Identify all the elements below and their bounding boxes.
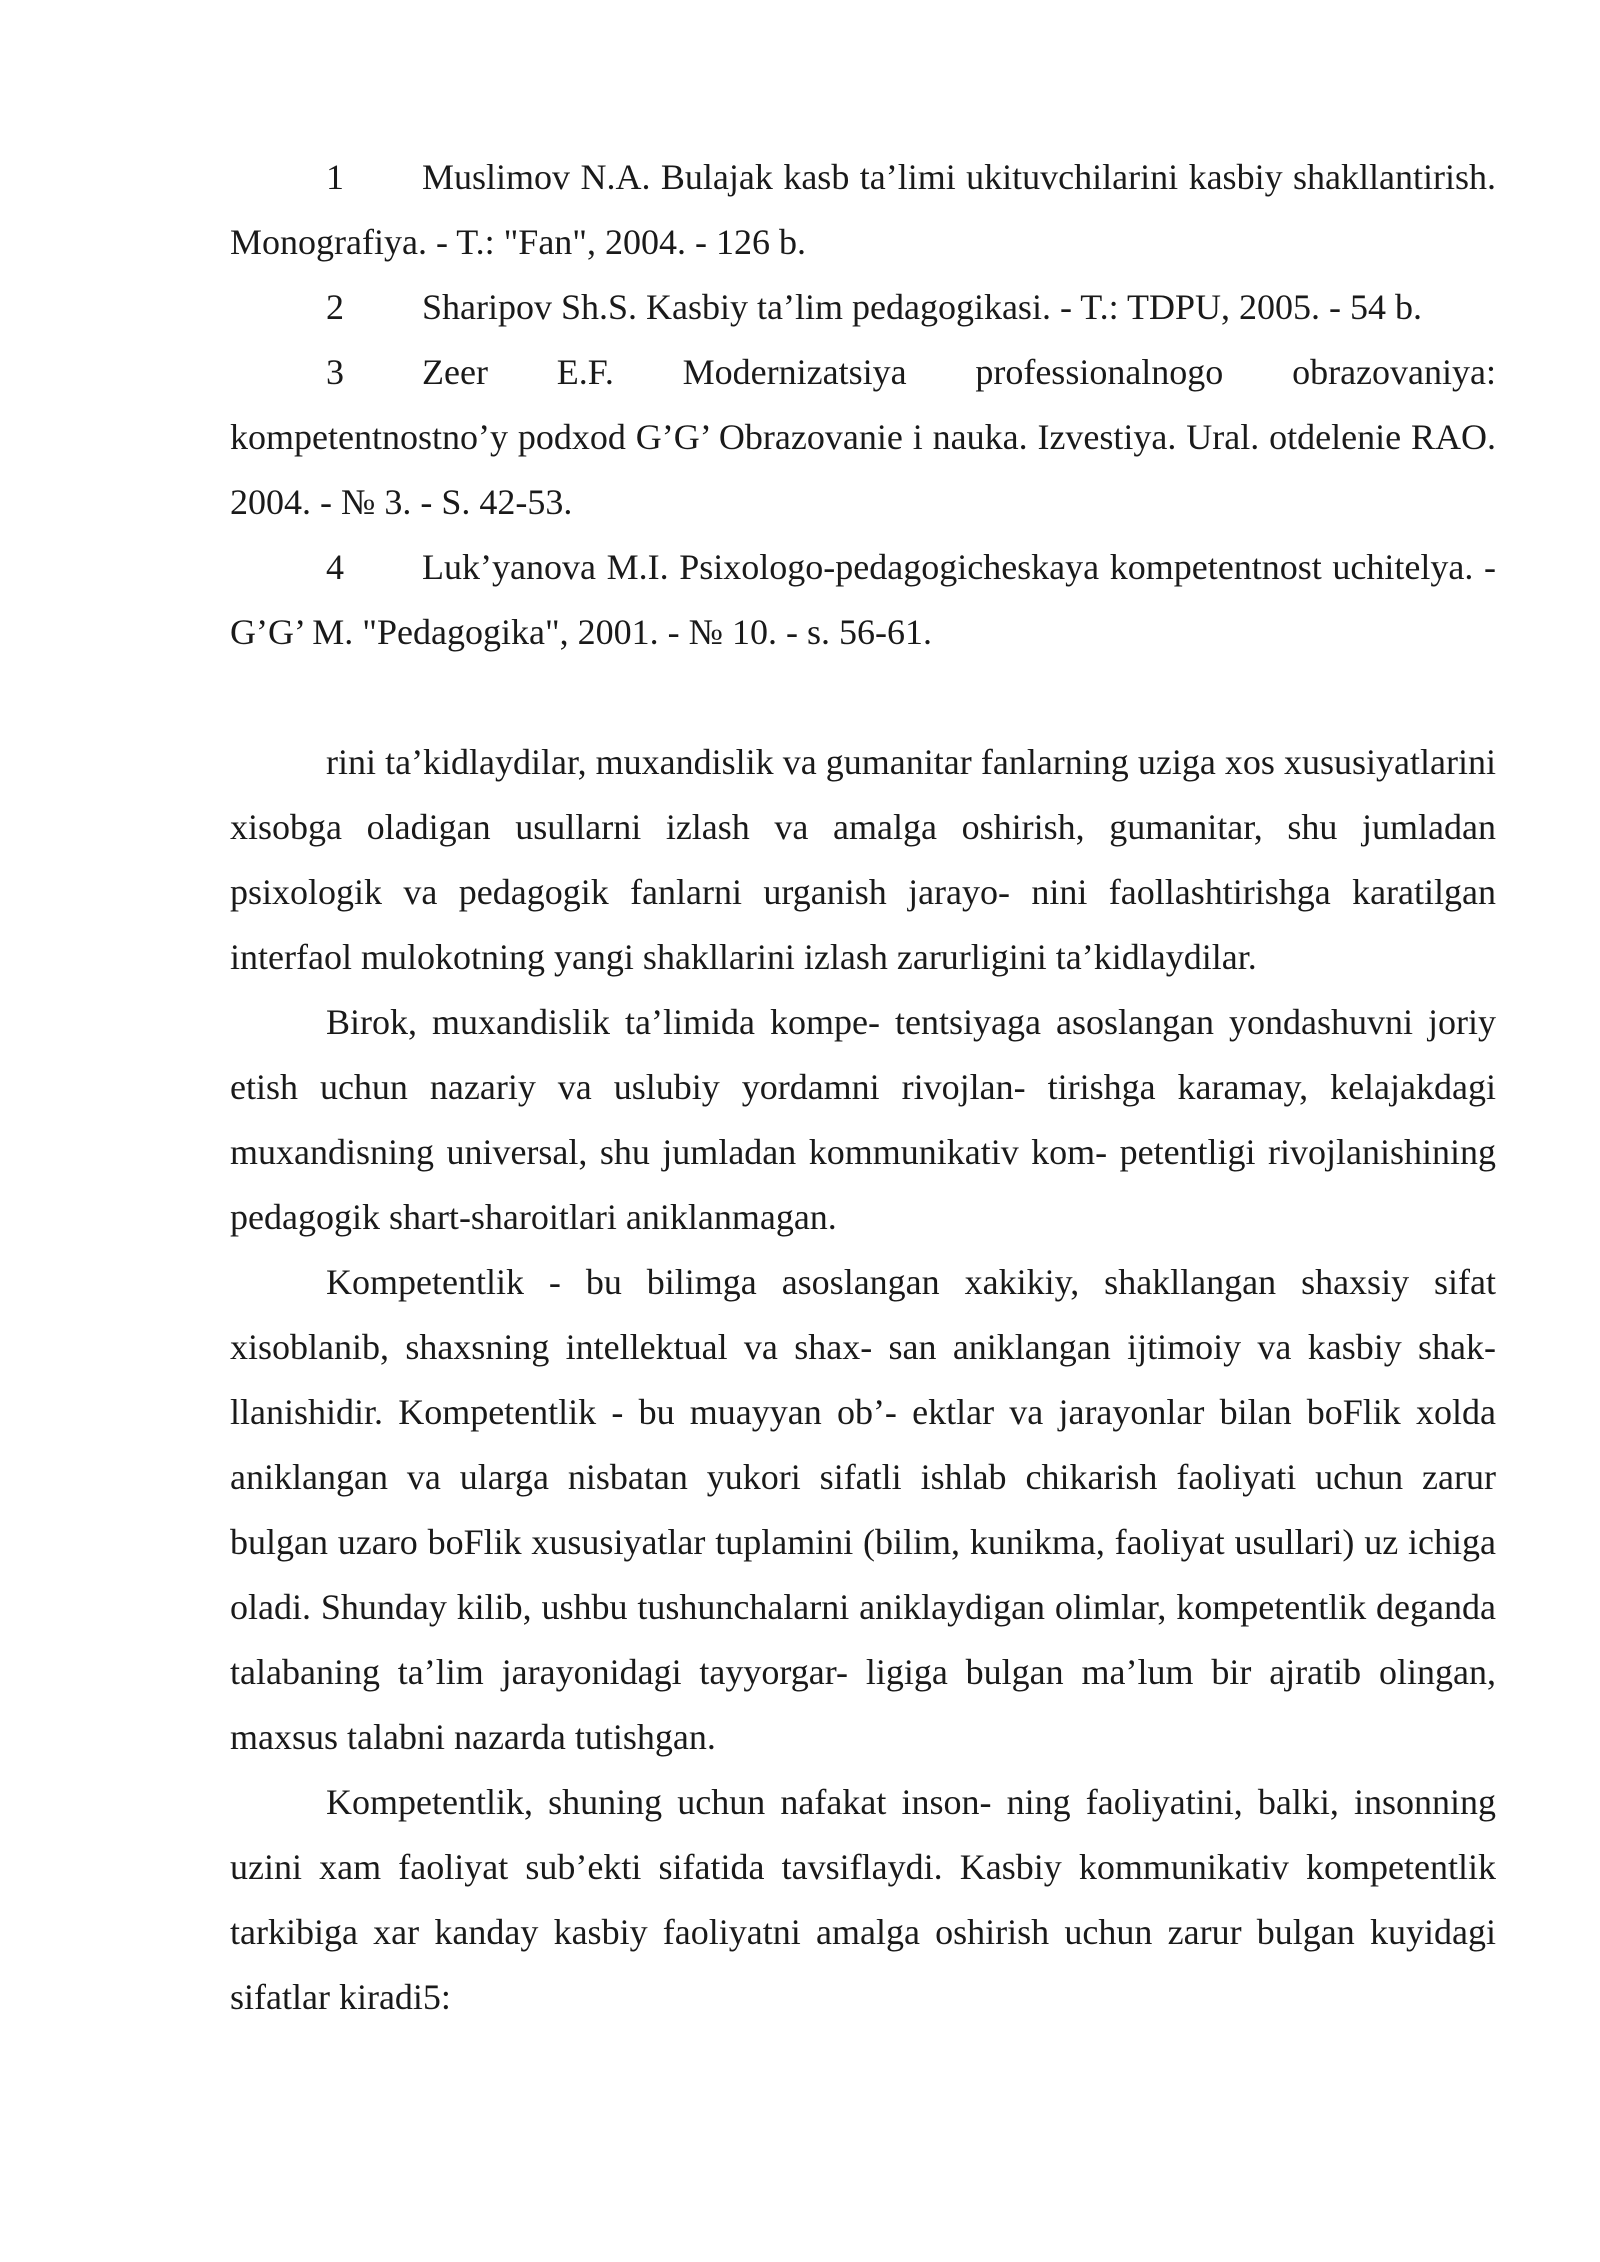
reference-text: Zeer E.F. Modernizatsiya professionalnogo obrazovaniya: kompetentnostno’y podxod G’G’ Obrazovanie i nauka. Izvestiya. Ural. otdelenie RAO. 2004. - № 3. - S. 42-53. [230,352,1496,522]
reference-text: Sharipov Sh.S. Kasbiy ta’lim pedagogikasi. - T.: TDPU, 2005. - 54 b. [422,287,1422,327]
reference-item [230,340,1496,535]
body-paragraph: Kompetentlik - bu bilimga asoslangan xakikiy, shakllangan shaxsiy sifat xisoblanib, shaxsning intellektual va shax- san aniklangan ijtimoiy va kasbiy shak- llanishidir. Kompetentlik - bu muayyan ob’- ektlar va jarayonlar bilan boFlik xolda aniklangan va ularga nisbatan yukori sifatli ishlab chikarish faoliyati uchun zarur bulgan uzaro boFlik xususiyatlar tuplamini (bilim, kunikma, faoliyat usullari) uz ichiga oladi. Shunday kilib, ushbu tushunchalarni aniklaydigan olimlar, kompetentlik deganda talabaning ta’lim jarayonidagi tayyorgar- ligiga bulgan ma’lum bir ajratib olingan, maxsus talabni nazarda tutishgan. [230,1262,1496,1757]
reference-item [230,145,1496,275]
reference-item [230,275,1496,340]
reference-text: Luk’yanova M.I. Psixologo-pedagogicheskaya kompetentnost uchitelya. - G’G’ M. "Pedagogika", 2001. - № 10. - s. 56-61. [230,547,1496,652]
reference-list [230,145,1496,665]
body-paragraph: Kompetentlik, shuning uchun nafakat inson- ning faoliyatini, balki, insonning uzini xam faoliyat sub’ekti sifatida tavsiflaydi. Kasbiy kommunikativ kompetentlik tarkibiga xar kanday kasbiy faoliyatni amalga oshirish uchun zarur bulgan kuyidagi sifatlar kiradi5: [230,1782,1496,2017]
body-paragraph: rini ta’kidlaydilar, muxandislik va gumanitar fanlarning uziga xos xususiyatlarini xisobga oladigan usullarni izlash va amalga oshirish, gumanitar, shu jumladan psixologik va pedagogik fanlarni urganish jarayo- nini faollashtirishga karatilgan interfaol mulokotning yangi shakllarini izlash zarurligini ta’kidlaydilar. [230,742,1496,977]
reference-number: 2 [326,287,344,327]
body-text [230,730,1496,2030]
reference-item [230,535,1496,665]
reference-number: 3 [326,352,344,392]
document-page [230,145,1496,2030]
reference-number: 1 [326,157,344,197]
section-gap [230,665,1496,730]
body-paragraph: Birok, muxandislik ta’limida kompe- tentsiyaga asoslangan yondashuvni joriy etish uchun nazariy va uslubiy yordamni rivojlan- tirishga karamay, kelajakdagi muxandisning universal, shu jumladan kommunikativ kom- petentligi rivojlanishining pedagogik shart-sharoitlari aniklanmagan. [230,1002,1496,1237]
reference-text: Muslimov N.A. Bulajak kasb ta’limi ukituvchilarini kasbiy shakllantirish. Monografiya. - T.: "Fan", 2004. - 126 b. [230,157,1496,262]
reference-number: 4 [326,547,344,587]
